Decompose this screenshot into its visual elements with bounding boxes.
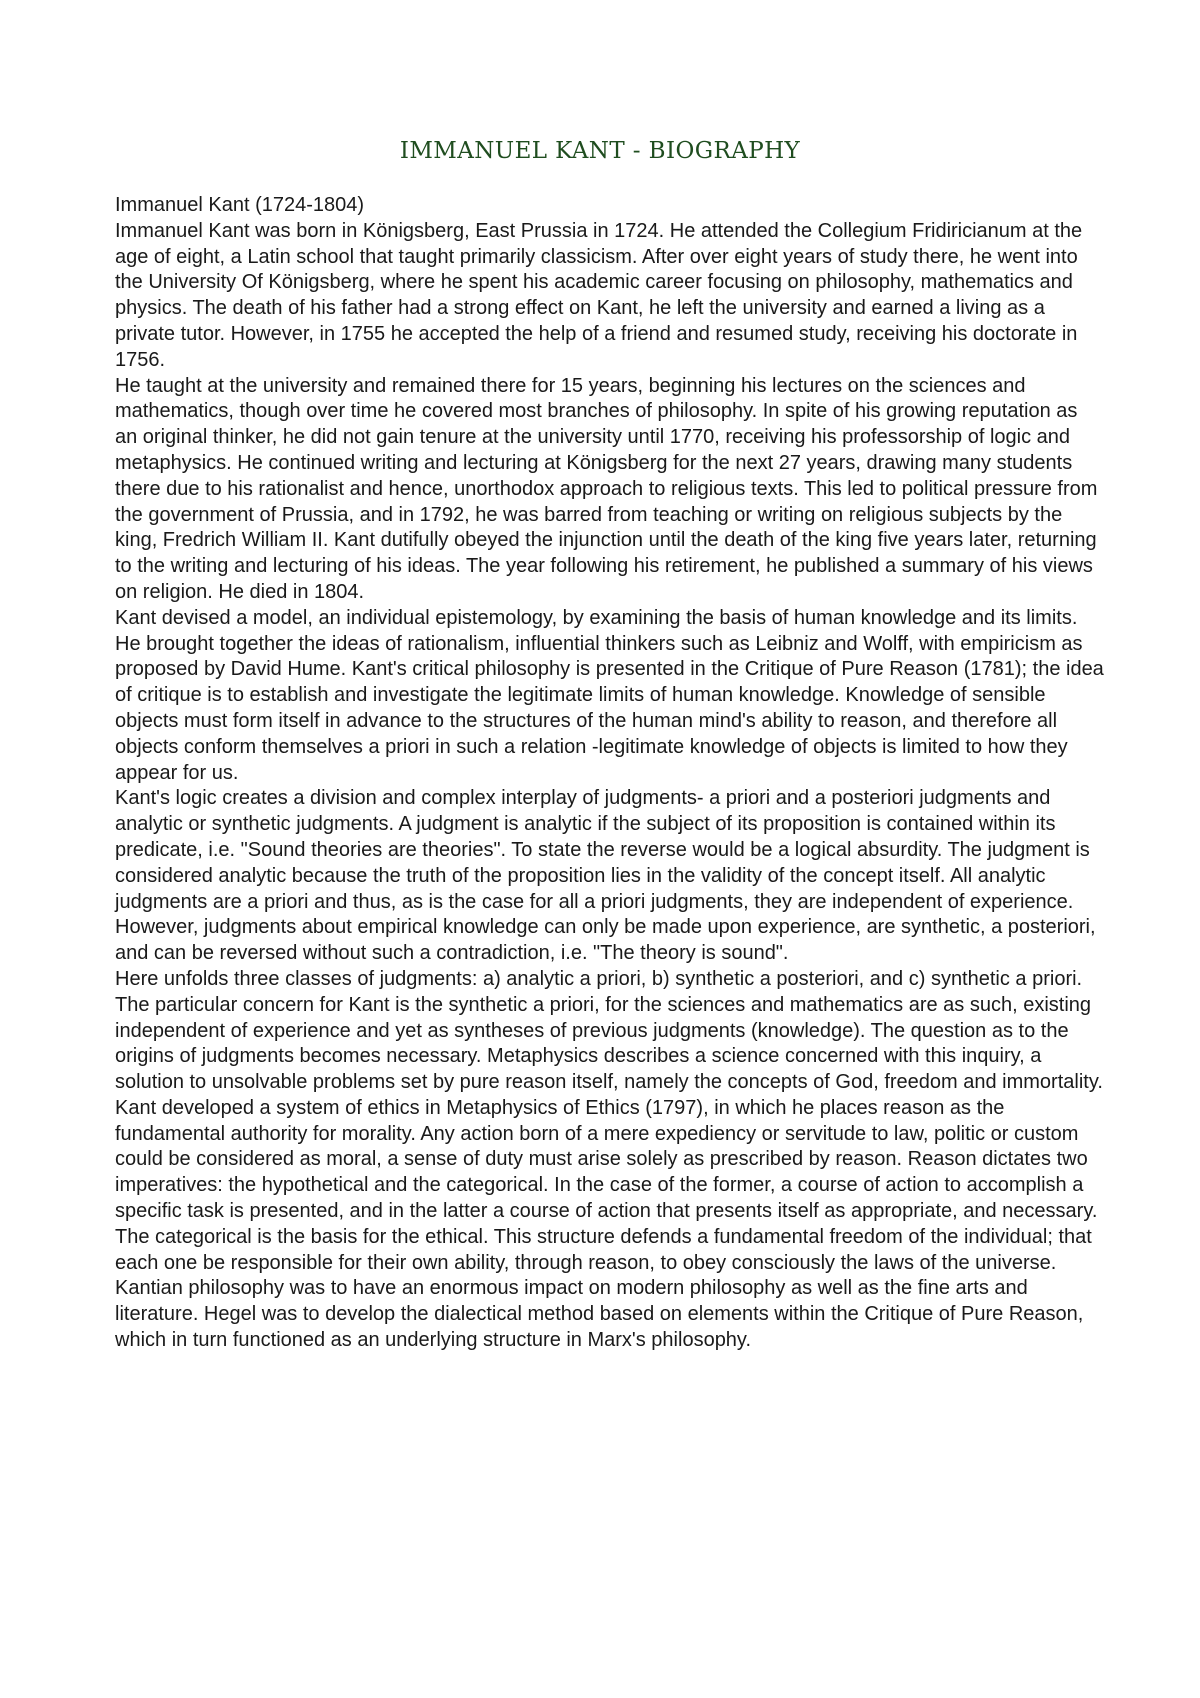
paragraph: Kantian philosophy was to have an enormous impact on modern philosophy as well as the fine arts and literature. Hegel was to develop the dialectical method based on elements within the Critique of Pure Reason, which in turn functioned as an underlying structure in Marx's philosophy.: [115, 1277, 1084, 1352]
paragraph: Immanuel Kant was born in Königsberg, East Prussia in 1724. He attended the Collegium Fridiricianum at the age of eight, a Latin school that taught primarily classicism. After over eight years of study there, he went into the University Of Königsberg, where he spent his academic career focusing on philosophy, mathematics and physics. The death of his father had a strong effect on Kant, he left the university and earned a living as a private tutor. However, in 1755 he accepted the help of a friend and resumed study, receiving his doctorate in 1756.: [115, 219, 1083, 371]
paragraph: He taught at the university and remained there for 15 years, beginning his lectures on the sciences and mathematics, though over time he covered most branches of philosophy. In spite of his growing reputation as an original thinker, he did not gain tenure at the university until 1770, receiving his professorship of logic and metaphysics. He continued writing and lecturing at Königsberg for the next 27 years, drawing many students there due to his rationalist and hence, unorthodox approach to religious texts. This led to political pressure from the government of Prussia, and in 1792, he was barred from teaching or writing on religious subjects by the king, Fredrich William II. Kant dutifully obeyed the injunction until the death of the king five years later, returning to the writing and lecturing of his ideas. The year following his retirement, he published a summary of his views on religion. He died in 1804.: [115, 374, 1098, 603]
document-title: IMMANUEL KANT - BIOGRAPHY: [399, 138, 801, 164]
paragraph: Kant devised a model, an individual epistemology, by examining the basis of human knowledge and its limits. He brought together the ideas of rationalism, influential thinkers such as Leibniz and Wolff, with empiricism as proposed by David Hume. Kant's critical philosophy is presented in the Critique of Pure Reason (1781); the idea of critique is to establish and investigate the legitimate limits of human knowledge. Knowledge of sensible objects must form itself in advance to the structures of the human mind's ability to reason, and therefore all objects conform themselves a priori in such a relation -legitimate knowledge of objects is limited to how they appear for us.: [115, 606, 1104, 784]
paragraph: Kant developed a system of ethics in Metaphysics of Ethics (1797), in which he places reason as the fundamental authority for morality. Any action born of a mere expediency or servitude to law, politic or custom could be considered as moral, a sense of duty must arise solely as prescribed by reason. Reason dictates two imperatives: the hypothetical and the categorical. In the case of the former, a course of action to accomplish a specific task is presented, and in the latter a course of action that presents itself as appropriate, and necessary. The categorical is the basis for the ethical. This structure defends a fundamental freedom of the individual; that each one be responsible for their own ability, through reason, to obey consciously the laws of the universe.: [115, 1096, 1098, 1274]
paragraph: Immanuel Kant (1724-1804): [115, 194, 365, 216]
paragraph: Here unfolds three classes of judgments: a) analytic a priori, b) synthetic a posteriori, and c) synthetic a priori. The particular concern for Kant is the synthetic a priori, for the sciences and mathematics are as such, existing independent of experience and yet as syntheses of previous judgments (knowledge). The question as to the origins of judgments becomes necessary. Metaphysics describes a science concerned with this inquiry, a solution to unsolvable problems set by pure reason itself, namely the concepts of God, freedom and immortality.: [115, 967, 1103, 1094]
paragraph: Kant's logic creates a division and complex interplay of judgments- a priori and a posteriori judgments and analytic or synthetic judgments. A judgment is analytic if the subject of its proposition is contained within its predicate, i.e. "Sound theories are theories". To state the reverse would be a logical absurdity. The judgment is considered analytic because the truth of the proposition lies in the validity of the concept itself. All analytic judgments are a priori and thus, as is the case for all a priori judgments, they are independent of experience. However, judgments about empirical knowledge can only be made upon experience, are synthetic, a posteriori, and can be reversed without such a contradiction, i.e. "The theory is sound".: [115, 787, 1096, 965]
document-body: [115, 193, 1105, 1354]
